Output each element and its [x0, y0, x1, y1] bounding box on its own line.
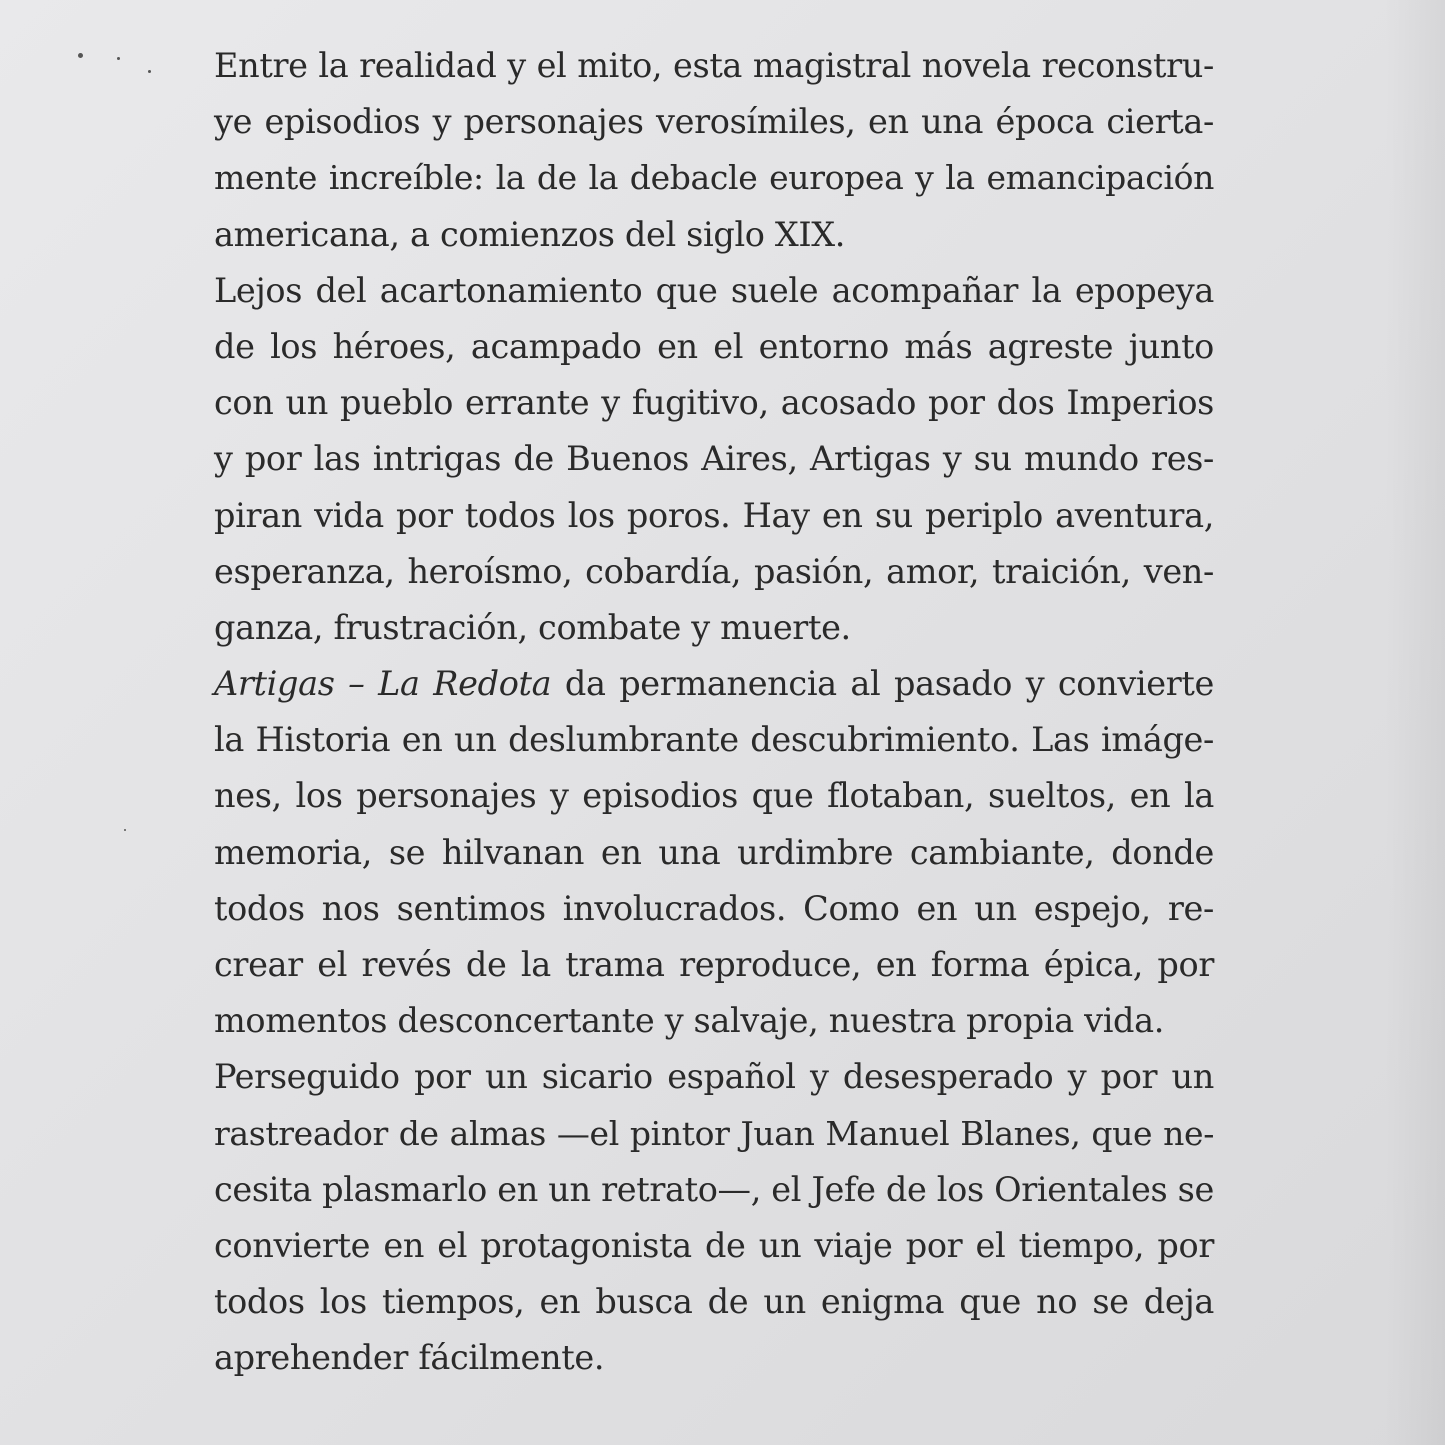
text-line: memoria, se hilvanan en una urdimbre cambiante, donde — [214, 832, 1214, 872]
text-line: ganza, frustración, combate y muerte. — [214, 607, 851, 647]
text-line: rastreador de almas —el pintor Juan Manuel Blanes, que ne- — [214, 1113, 1214, 1153]
text-line: todos los tiempos, en busca de un enigma que no se deja — [214, 1282, 1214, 1322]
text-line: con un pueblo errante y fugitivo, acosado por dos Imperios — [214, 383, 1214, 423]
text-line: Perseguido por un sicario español y desesperado y por un — [214, 1057, 1214, 1097]
text-line: Entre la realidad y el mito, esta magistral novela reconstru- — [214, 46, 1214, 85]
paragraph-1 — [214, 38, 1214, 263]
text-line: de los héroes, acampado en el entorno más agreste junto — [214, 326, 1214, 366]
text-line — [214, 656, 1214, 712]
print-speck — [117, 57, 120, 60]
text-line: crear el revés de la trama reproduce, en forma épica, por — [214, 945, 1214, 984]
text-line: cesita plasmarlo en un retrato—, el Jefe de los Orientales se — [214, 1169, 1214, 1209]
text-line: ye episodios y personajes verosímiles, en una época cierta- — [214, 102, 1214, 142]
paragraph-4 — [214, 1049, 1214, 1386]
text-line: y por las intrigas de Buenos Aires, Artigas y su mundo res- — [214, 439, 1214, 479]
text-line: esperanza, heroísmo, cobardía, pasión, amor, traición, ven- — [214, 551, 1214, 591]
print-speck — [124, 829, 126, 831]
text-line: todos nos sentimos involucrados. Como en un espejo, re- — [214, 888, 1214, 928]
paragraph-3 — [214, 656, 1214, 1049]
text-line: momentos desconcertante y salvaje, nuestra propia vida. — [214, 1001, 1165, 1041]
text-line: nes, los personajes y episodios que flotaban, sueltos, en la — [214, 776, 1214, 816]
text-line: convierte en el protagonista de un viaje por el tiempo, por — [214, 1225, 1214, 1265]
text-line: aprehender fácilmente. — [214, 1338, 605, 1378]
text-line: la Historia en un deslumbrante descubrimiento. Las imáge- — [214, 720, 1214, 760]
paragraph-2 — [214, 263, 1214, 656]
text-line: piran vida por todos los poros. Hay en su periplo aventura, — [214, 495, 1214, 535]
text-line: Lejos del acartonamiento que suele acompañar la epopeya — [214, 270, 1214, 310]
text-line: mente increíble: la de la debacle europea y la emancipación — [214, 158, 1214, 198]
page-edge-shadow — [1385, 0, 1445, 1445]
print-speck — [148, 70, 151, 73]
text-fragment: da permanencia al pasado y convierte — [551, 664, 1214, 704]
text-line: americana, a comienzos del siglo XIX. — [214, 214, 846, 254]
book-title: Artigas – La Redota — [214, 664, 552, 704]
print-speck — [78, 53, 83, 58]
back-cover-text — [214, 38, 1214, 1387]
